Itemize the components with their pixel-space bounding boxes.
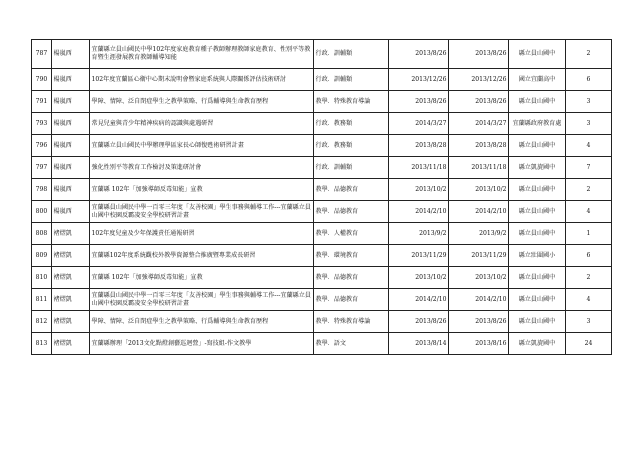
cell-category: 教學．品德教育 (314, 289, 389, 311)
cell-organizer: 國立宜蘭高中 (509, 69, 566, 91)
cell-start-date: 2013/8/26 (389, 91, 449, 113)
cell-category: 行政．訓輔類 (314, 157, 389, 179)
cell-hours: 2 (566, 179, 612, 201)
cell-category: 行政．訓輔類 (314, 40, 389, 69)
cell-teacher-name: 楊嵐西 (52, 40, 90, 69)
cell-course-title: 宜蘭縣員山國民中學一百零三年度「友善校園」學生事務與輔導工作---宜蘭縣立員山國中校園反霸凌安全學校研習計畫 (90, 201, 314, 223)
table-body (32, 40, 612, 355)
cell-category: 教學．品德教育 (314, 201, 389, 223)
cell-category: 教學．人權教育 (314, 223, 389, 245)
cell-course-title: 宜蘭縣 102年「加強導師反毒知能」宣教 (90, 267, 314, 289)
cell-course-title: 強化性別平等教育工作檢討及策進研討會 (90, 157, 314, 179)
cell-hours: 2 (566, 267, 612, 289)
cell-category: 教學．品德教育 (314, 179, 389, 201)
cell-teacher-name: 楊嵐西 (52, 135, 90, 157)
cell-hours: 7 (566, 157, 612, 179)
cell-course-title: 宜蘭縣辦理「2013文化點燈創藝巡迴營」-寫技組-作文教學 (90, 333, 314, 355)
table-row (32, 69, 612, 91)
table-row (32, 311, 612, 333)
cell-teacher-name: 褚熤凱 (52, 311, 90, 333)
cell-organizer: 縣立員山國中 (509, 267, 566, 289)
cell-category: 行政．訓輔類 (314, 69, 389, 91)
table-row (32, 289, 612, 311)
cell-course-title: 宜蘭縣102年度系統觀校外教學資源整合推廣暨專業成長研習 (90, 245, 314, 267)
cell-hours: 4 (566, 289, 612, 311)
table-row (32, 40, 612, 69)
table-row (32, 135, 612, 157)
cell-start-date: 2013/11/29 (389, 245, 449, 267)
cell-category: 教學．語文 (314, 333, 389, 355)
cell-category: 行政．教務類 (314, 113, 389, 135)
cell-end-date: 2013/11/29 (449, 245, 509, 267)
table-row (32, 91, 612, 113)
cell-category: 教學．品德教育 (314, 267, 389, 289)
cell-hours: 3 (566, 311, 612, 333)
cell-end-date: 2013/8/26 (449, 91, 509, 113)
cell-start-date: 2013/8/14 (389, 333, 449, 355)
cell-record-number: 800 (32, 201, 52, 223)
cell-record-number: 790 (32, 69, 52, 91)
cell-category: 教學．特殊教育導論 (314, 91, 389, 113)
cell-end-date: 2013/11/18 (449, 157, 509, 179)
table-row (32, 179, 612, 201)
table-row (32, 223, 612, 245)
cell-category: 教學．特殊教育導論 (314, 311, 389, 333)
cell-course-title: 宜蘭縣立員山國民中學102年度家庭教育種子教師辦理教師家庭教育、性別平等教育暨生涯發展教育教師輔導知能 (90, 40, 314, 69)
cell-teacher-name: 楊嵐西 (52, 201, 90, 223)
cell-course-title: 102年度兒童及少年保護責任通報研習 (90, 223, 314, 245)
cell-start-date: 2013/11/18 (389, 157, 449, 179)
cell-hours: 3 (566, 113, 612, 135)
cell-teacher-name: 楊嵐西 (52, 179, 90, 201)
cell-hours: 4 (566, 135, 612, 157)
cell-course-title: 宜蘭縣 102年「加強導師反毒知能」宣教 (90, 179, 314, 201)
cell-organizer: 縣立員山國中 (509, 311, 566, 333)
cell-organizer: 縣立員山國中 (509, 135, 566, 157)
cell-record-number: 812 (32, 311, 52, 333)
cell-start-date: 2013/8/26 (389, 40, 449, 69)
cell-course-title: 學障、情障、泛自閉症學生之教學策略、行爲輔導與生命教育歷程 (90, 91, 314, 113)
cell-course-title: 常見兒童與青少年精神疾病的認識與處遇研習 (90, 113, 314, 135)
cell-end-date: 2013/8/16 (449, 333, 509, 355)
cell-start-date: 2013/8/28 (389, 135, 449, 157)
cell-hours: 2 (566, 40, 612, 69)
cell-end-date: 2013/10/2 (449, 179, 509, 201)
cell-record-number: 809 (32, 245, 52, 267)
cell-hours: 4 (566, 201, 612, 223)
cell-start-date: 2013/10/2 (389, 179, 449, 201)
cell-end-date: 2013/9/2 (449, 223, 509, 245)
cell-start-date: 2014/3/27 (389, 113, 449, 135)
cell-organizer: 縣立員山國中 (509, 289, 566, 311)
cell-record-number: 811 (32, 289, 52, 311)
cell-teacher-name: 楊嵐西 (52, 91, 90, 113)
cell-end-date: 2013/8/26 (449, 40, 509, 69)
cell-hours: 1 (566, 223, 612, 245)
cell-teacher-name: 楊嵐西 (52, 113, 90, 135)
cell-end-date: 2013/12/26 (449, 69, 509, 91)
cell-hours: 3 (566, 91, 612, 113)
cell-record-number: 793 (32, 113, 52, 135)
cell-record-number: 808 (32, 223, 52, 245)
cell-end-date: 2014/2/10 (449, 289, 509, 311)
cell-category: 行政．教務類 (314, 135, 389, 157)
table-row (32, 157, 612, 179)
cell-category: 教學．環境教育 (314, 245, 389, 267)
cell-record-number: 797 (32, 157, 52, 179)
cell-hours: 6 (566, 245, 612, 267)
cell-start-date: 2013/12/26 (389, 69, 449, 91)
table-row (32, 267, 612, 289)
cell-end-date: 2014/3/27 (449, 113, 509, 135)
cell-organizer: 縣立員山國中 (509, 223, 566, 245)
cell-teacher-name: 褚熤凱 (52, 333, 90, 355)
cell-teacher-name: 褚熤凱 (52, 267, 90, 289)
cell-end-date: 2013/10/2 (449, 267, 509, 289)
cell-start-date: 2014/2/10 (389, 289, 449, 311)
cell-teacher-name: 楊嵐西 (52, 157, 90, 179)
cell-start-date: 2014/2/10 (389, 201, 449, 223)
cell-start-date: 2013/10/2 (389, 267, 449, 289)
training-records-table (31, 39, 612, 355)
cell-record-number: 810 (32, 267, 52, 289)
cell-teacher-name: 褚熤凱 (52, 223, 90, 245)
cell-hours: 24 (566, 333, 612, 355)
cell-record-number: 787 (32, 40, 52, 69)
cell-organizer: 縣立員山國中 (509, 201, 566, 223)
cell-record-number: 791 (32, 91, 52, 113)
cell-organizer: 縣立員山國中 (509, 91, 566, 113)
cell-record-number: 813 (32, 333, 52, 355)
table-row (32, 201, 612, 223)
cell-course-title: 宜蘭縣員山國民中學一百零三年度「友善校園」學生事務與輔導工作---宜蘭縣立員山國中校園反霸凌安全學校研習計畫 (90, 289, 314, 311)
cell-organizer: 縣立員山國中 (509, 179, 566, 201)
cell-organizer: 宜蘭縣政府教育處 (509, 113, 566, 135)
table-row (32, 113, 612, 135)
cell-teacher-name: 褚熤凱 (52, 289, 90, 311)
cell-end-date: 2014/2/10 (449, 201, 509, 223)
cell-start-date: 2013/8/26 (389, 311, 449, 333)
cell-organizer: 縣立凱旋國中 (509, 333, 566, 355)
cell-end-date: 2013/8/26 (449, 311, 509, 333)
cell-course-title: 學障、情障、泛自閉症學生之教學策略、行爲輔導與生命教育歷程 (90, 311, 314, 333)
cell-organizer: 縣立凱旋國中 (509, 157, 566, 179)
cell-end-date: 2013/8/28 (449, 135, 509, 157)
table-row (32, 333, 612, 355)
cell-hours: 6 (566, 69, 612, 91)
cell-organizer: 縣立員山國中 (509, 40, 566, 69)
cell-record-number: 796 (32, 135, 52, 157)
cell-start-date: 2013/9/2 (389, 223, 449, 245)
cell-organizer: 縣立壯圍國小 (509, 245, 566, 267)
cell-course-title: 宜蘭縣立員山國民中學辦理學區家長心師復甦術研習計畫 (90, 135, 314, 157)
cell-record-number: 798 (32, 179, 52, 201)
table-row (32, 245, 612, 267)
cell-teacher-name: 褚熤凱 (52, 245, 90, 267)
cell-teacher-name: 楊嵐西 (52, 69, 90, 91)
cell-course-title: 102年度宜蘭區心衛中心期末說明會暨家庭系統與人際關係評估技術研討 (90, 69, 314, 91)
